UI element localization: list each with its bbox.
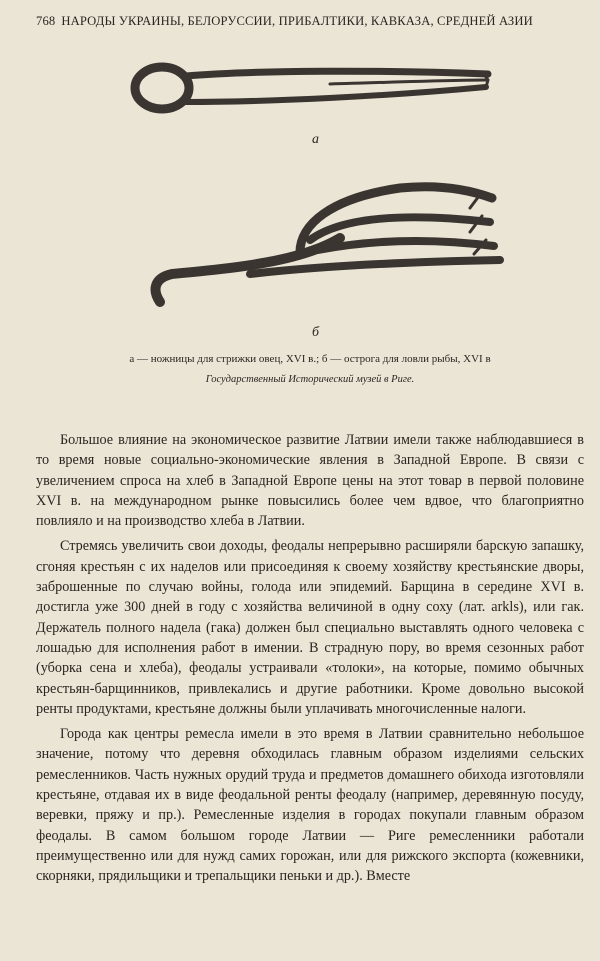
figure-label-b: б [312,325,320,340]
figure-caption-source: Государственный Исторический музей в Риге. [205,374,415,385]
figure-caption: а — ножницы для стрижки овец, XVI в.; б — острога для ловли рыбы, XVI в [129,353,491,365]
figure-label-a: а [312,132,319,147]
paragraph: Города как центры ремесла имели в это время в Латвии сравнительно небольшое значение, потому что деревня обходилась главным образом изделиями сельских ремесленников. Часть нужных орудий труда и предметов домашнего обихода изготовляли крестьяне, отдавая их в виде феодальной ренты феодалу (например, деревянную посуду, веревки, пряжу и пр.). Ремесленные изделия в городах покупали главным образом феодалы. В самом большом городе Латвии — Риге ремесленники работали преимущественно или для нужд самих горожан, или для рижского экспорта (кожевники, скорняки, прядильщики и трепальщики пеньки и др.). Вместе [36,726,584,885]
figure [0,40,600,370]
running-title: НАРОДЫ УКРАИНЫ, БЕЛОРУССИИ, ПРИБАЛТИКИ, КАВКАЗА, СРЕДНЕЙ АЗИИ [61,14,533,28]
paragraph: Стремясь увеличить свои доходы, феодалы непрерывно расширяли барскую запашку, сгоняя крестьян с их наделов или присоединяя к своему хозяйству крестьянские дворы, заброшенные по случаю войны, голода или эпидемий. Барщина в середине XVI в. достигла уже 300 дней в году с хозяйства величиной в одну соху (лат. arkls), или гак. Держатель полного надела (гака) должен был специально выставлять одного человека с лошадью для исполнения работ в имении. В страдную пору, во время сезонных работ (уборка сена и хлеба), феодалы устраивали «толоки», на которые, помимо обычных крестьян-барщинников, привлекались и другие работники. Кроме довольно высокой ренты продуктами, крестьяне должны были уплачивать многочисленные налоги. [36,538,584,717]
running-header [36,14,584,29]
body-text [36,430,584,887]
paragraph: Большое влияние на экономическое развитие Латвии имели также наблюдавшиеся в то время новые социально-экономические явления в Западной Европе. В связи с увеличением спроса на хлеб в Западной Европе цены на этот товар в первой половине XVI в. на международном рынке повысились более чем вдвое, что благоприятно повлияло и на производство хлеба в Латвии. [36,432,584,530]
page-number: 768 [36,14,56,28]
figure-illustration [0,40,600,370]
shears-illustration [135,67,488,109]
fish-spear-illustration [156,187,500,302]
